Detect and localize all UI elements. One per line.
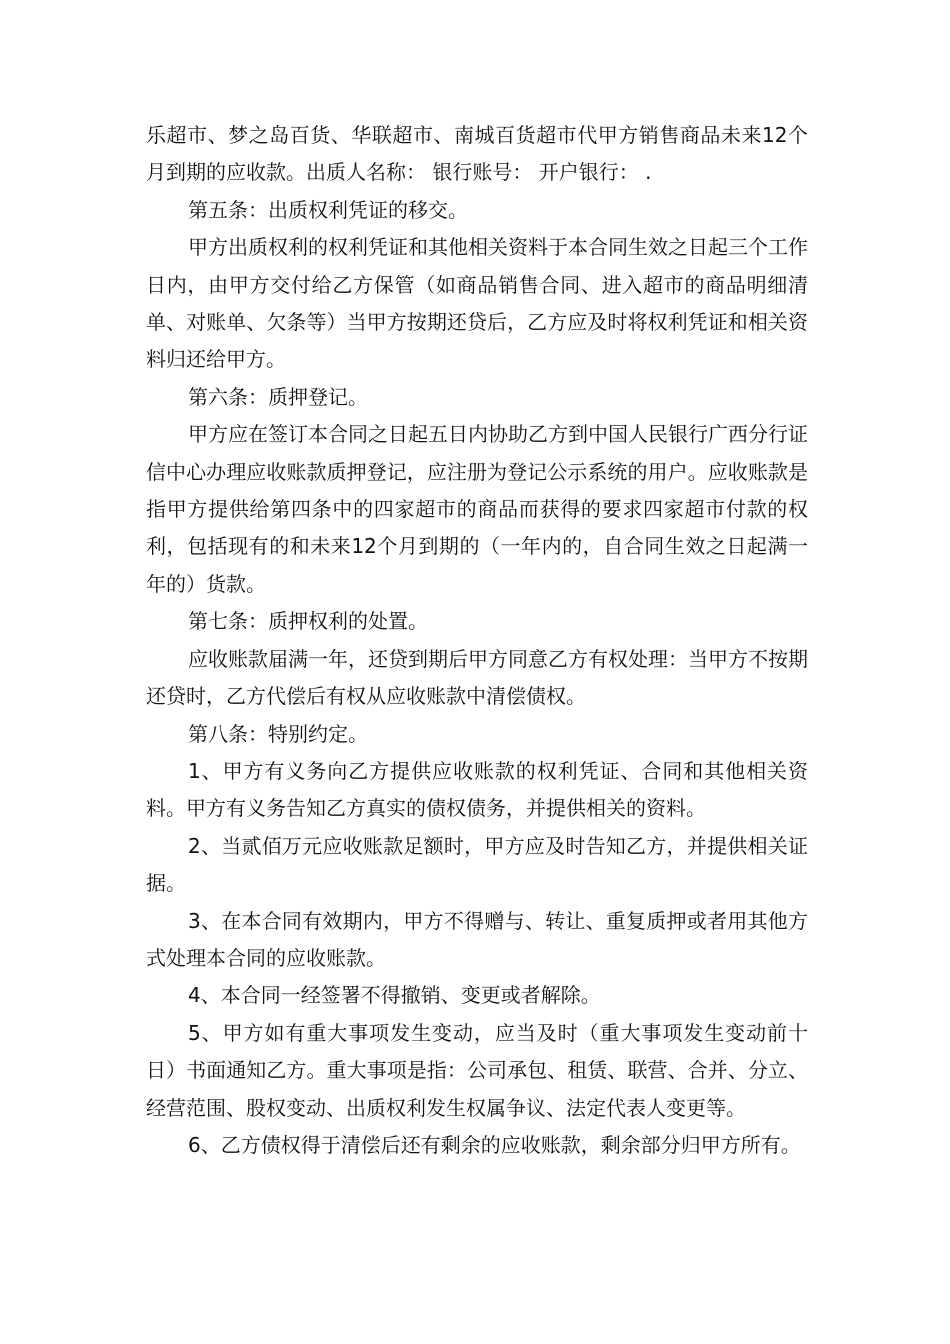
article-8-item-6: 6、乙方债权得于清偿后还有剩余的应收账款，剩余部分归甲方所有。 [188,1132,801,1157]
article-8-item-5: 5、甲方如有重大事项发生变动，应当及时（重大事项发生变动前十日）书面通知乙方。重大事项是指：公司承包、租赁、联营、合并、分立、经营范围、股权变动、出质权利发生权属争议、法定代表人变更等。 [146,1020,808,1120]
article-8-item-4: 4、本合同一经签署不得撤销、变更或者解除。 [188,983,601,1008]
article-8-item-2: 2、当贰佰万元应收账款足额时，甲方应及时告知乙方，并提供相关证据。 [146,833,808,896]
article-5-body: 甲方出质权利的权利凭证和其他相关资料于本合同生效之日起三个工作日内，由甲方交付给乙方保管（如商品销售合同、进入超市的商品明细清单、对账单、欠条等）当甲方按期还贷后，乙方应及时将权利凭证和相关资料归还给甲方。 [146,235,808,372]
article-8-item-3: 3、在本合同有效期内，甲方不得赠与、转让、重复质押或者用其他方式处理本合同的应收账款。 [146,908,808,970]
article-7-body: 应收账款届满一年，还贷到期后甲方同意乙方有权处理：当甲方不按期还贷时，乙方代偿后有权从应收账款中清偿债权。 [146,646,808,709]
article-7-heading: 第七条：质押权利的处置。 [188,609,428,634]
article-6-heading: 第六条：质押登记。 [188,384,368,409]
paragraph-continuation: 乐超市、梦之岛百货、华联超市、南城百货超市代甲方销售商品未来12个月到期的应收款。出质人名称： 银行账号： 开户银行： . [146,123,808,185]
article-8-item-1: 1、甲方有义务向乙方提供应收账款的权利凭证、合同和其他相关资料。甲方有义务告知乙方真实的债权债务，并提供相关的资料。 [146,758,808,821]
document-body [146,117,808,1164]
article-5-heading: 第五条：出质权利凭证的移交。 [188,197,468,222]
article-8-heading: 第八条：特别约定。 [188,721,368,746]
article-6-body: 甲方应在签订本合同之日起五日内协助乙方到中国人民银行广西分行证信中心办理应收账款质押登记，应注册为登记公示系统的用户。应收账款是指甲方提供给第四条中的四家超市的商品而获得的要求四家超市付款的权利，包括现有的和未来12个月到期的（一年内的，自合同生效之日起满一年的）货款。 [146,422,808,596]
